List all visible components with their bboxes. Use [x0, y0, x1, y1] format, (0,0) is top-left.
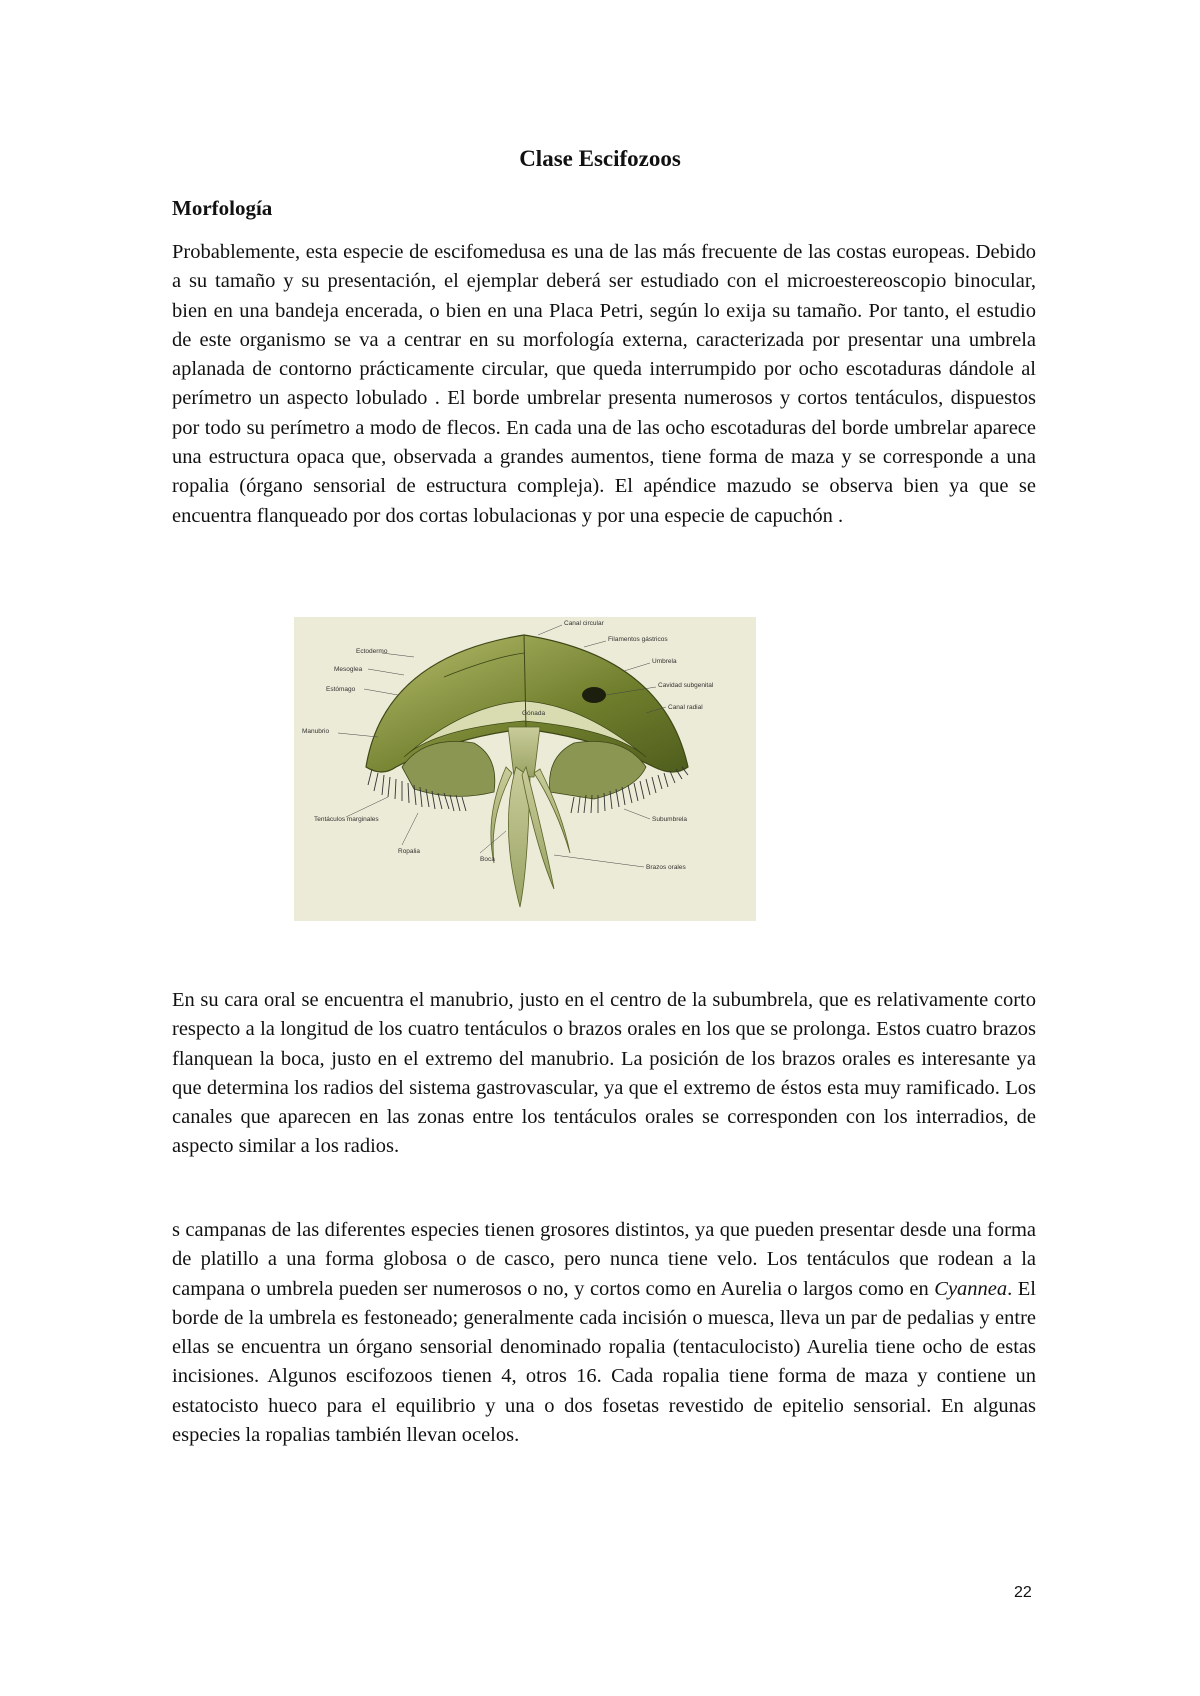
- figure-label-gonada: Gónada: [522, 710, 546, 717]
- jellyfish-illustration: [294, 617, 756, 921]
- figure-label-tentaculos: Tentáculos marginales: [314, 816, 379, 823]
- page-number: 22: [1014, 1584, 1032, 1601]
- figure-label-brazos: Brazos orales: [646, 864, 686, 871]
- figure-label-canal-radial: Canal radial: [668, 704, 703, 711]
- figure-label-canal-circular: Canal circular: [564, 620, 604, 627]
- paragraph-3-text-b: . El borde de la umbrela es festoneado; generalmente cada incisión o muesca, lleva un par de pedalias y entre ellas se encuentra un órgano sensorial denominado ropalia (tentaculocisto) Aurelia tiene ocho de estas incisiones. Algunos escifozoos tienen 4, otros 16. Cada ropalia tiene forma de maza y contiene un estatocisto hueco para el equilibrio y una o dos fosetas revestido de epitelio sensorial. En algunas especies la ropalias también llevan ocelos.: [172, 1277, 1036, 1447]
- figure-label-umbrela: Umbrela: [652, 658, 677, 665]
- figure-label-manubrio: Manubrio: [302, 728, 330, 735]
- figure-label-ropalia: Ropalia: [398, 848, 421, 855]
- figure-label-boca: Boca: [480, 856, 495, 863]
- species-name-italic: Cyannea: [934, 1277, 1008, 1300]
- figure-label-mesoglea: Mesoglea: [334, 666, 363, 673]
- page-title: Clase Escifozoos: [519, 146, 681, 171]
- section-heading: Morfología: [172, 196, 273, 220]
- paragraph-3-text-a: s campanas de las diferentes especies tienen grosores distintos, ya que pueden presentar desde una forma de platillo a una forma globosa o de casco, pero nunca tiene velo. Los tentáculos que rodean a la campana o umbrela pueden ser numerosos o no, y cortos como en Aurelia o largos como en: [172, 1219, 1036, 1300]
- paragraph-campanas: [172, 1216, 1036, 1450]
- manubrium: [508, 727, 540, 777]
- paragraph-oral-face: En su cara oral se encuentra el manubrio, justo en el centro de la subumbrela, que es relativamente corto respecto a la longitud de los cuatro tentáculos o brazos orales en los que se prolonga. Estos cuatro brazos flanquean la boca, justo en el extremo del manubrio. La posición de los brazos orales es interesante ya que determina los radios del sistema gastrovascular, ya que el extremo de éstos esta muy ramificado. Los canales que aparecen en las zonas entre los tentáculos orales se corresponden con los interradios, de aspecto similar a los radios.: [172, 989, 1036, 1158]
- paragraph-morphology: Probablemente, esta especie de escifomedusa es una de las más frecuente de las costas europeas. Debido a su tamaño y su presentación, el ejemplar deberá ser estudiado con el microestereoscopio binocular, bien en una bandeja encerada, o bien en una Placa Petri, según lo exija su tamaño. Por tanto, el estudio de este organismo se va a centrar en su morfología externa, caracterizada por presentar una umbrela aplanada de contorno prácticamente circular, que queda interrumpido por ocho escotaduras dándole al perímetro un aspecto lobulado . El borde umbrelar presenta numerosos y cortos tentáculos, dispuestos por todo su perímetro a modo de flecos. En cada una de las ocho escotaduras del borde umbrelar aparece una estructura opaca que, observada a grandes aumentos, tiene forma de maza y se corresponde a una ropalia (órgano sensorial de estructura compleja). El apéndice mazudo se observa bien ya que se encuentra flanqueado por dos cortas lobulacionas y por una especie de capuchón .: [172, 241, 1036, 527]
- figure-label-filamentos: Filamentos gástricos: [608, 636, 668, 643]
- figure-label-estomago: Estómago: [326, 686, 356, 693]
- jellyfish-diagram: [294, 617, 756, 921]
- figure-label-subumbrela: Subumbrela: [652, 816, 688, 823]
- figure-label-ectodermo: Ectodermo: [356, 648, 388, 655]
- gonad: [582, 687, 606, 703]
- figure-label-cavidad: Cavidad subgenital: [658, 682, 714, 689]
